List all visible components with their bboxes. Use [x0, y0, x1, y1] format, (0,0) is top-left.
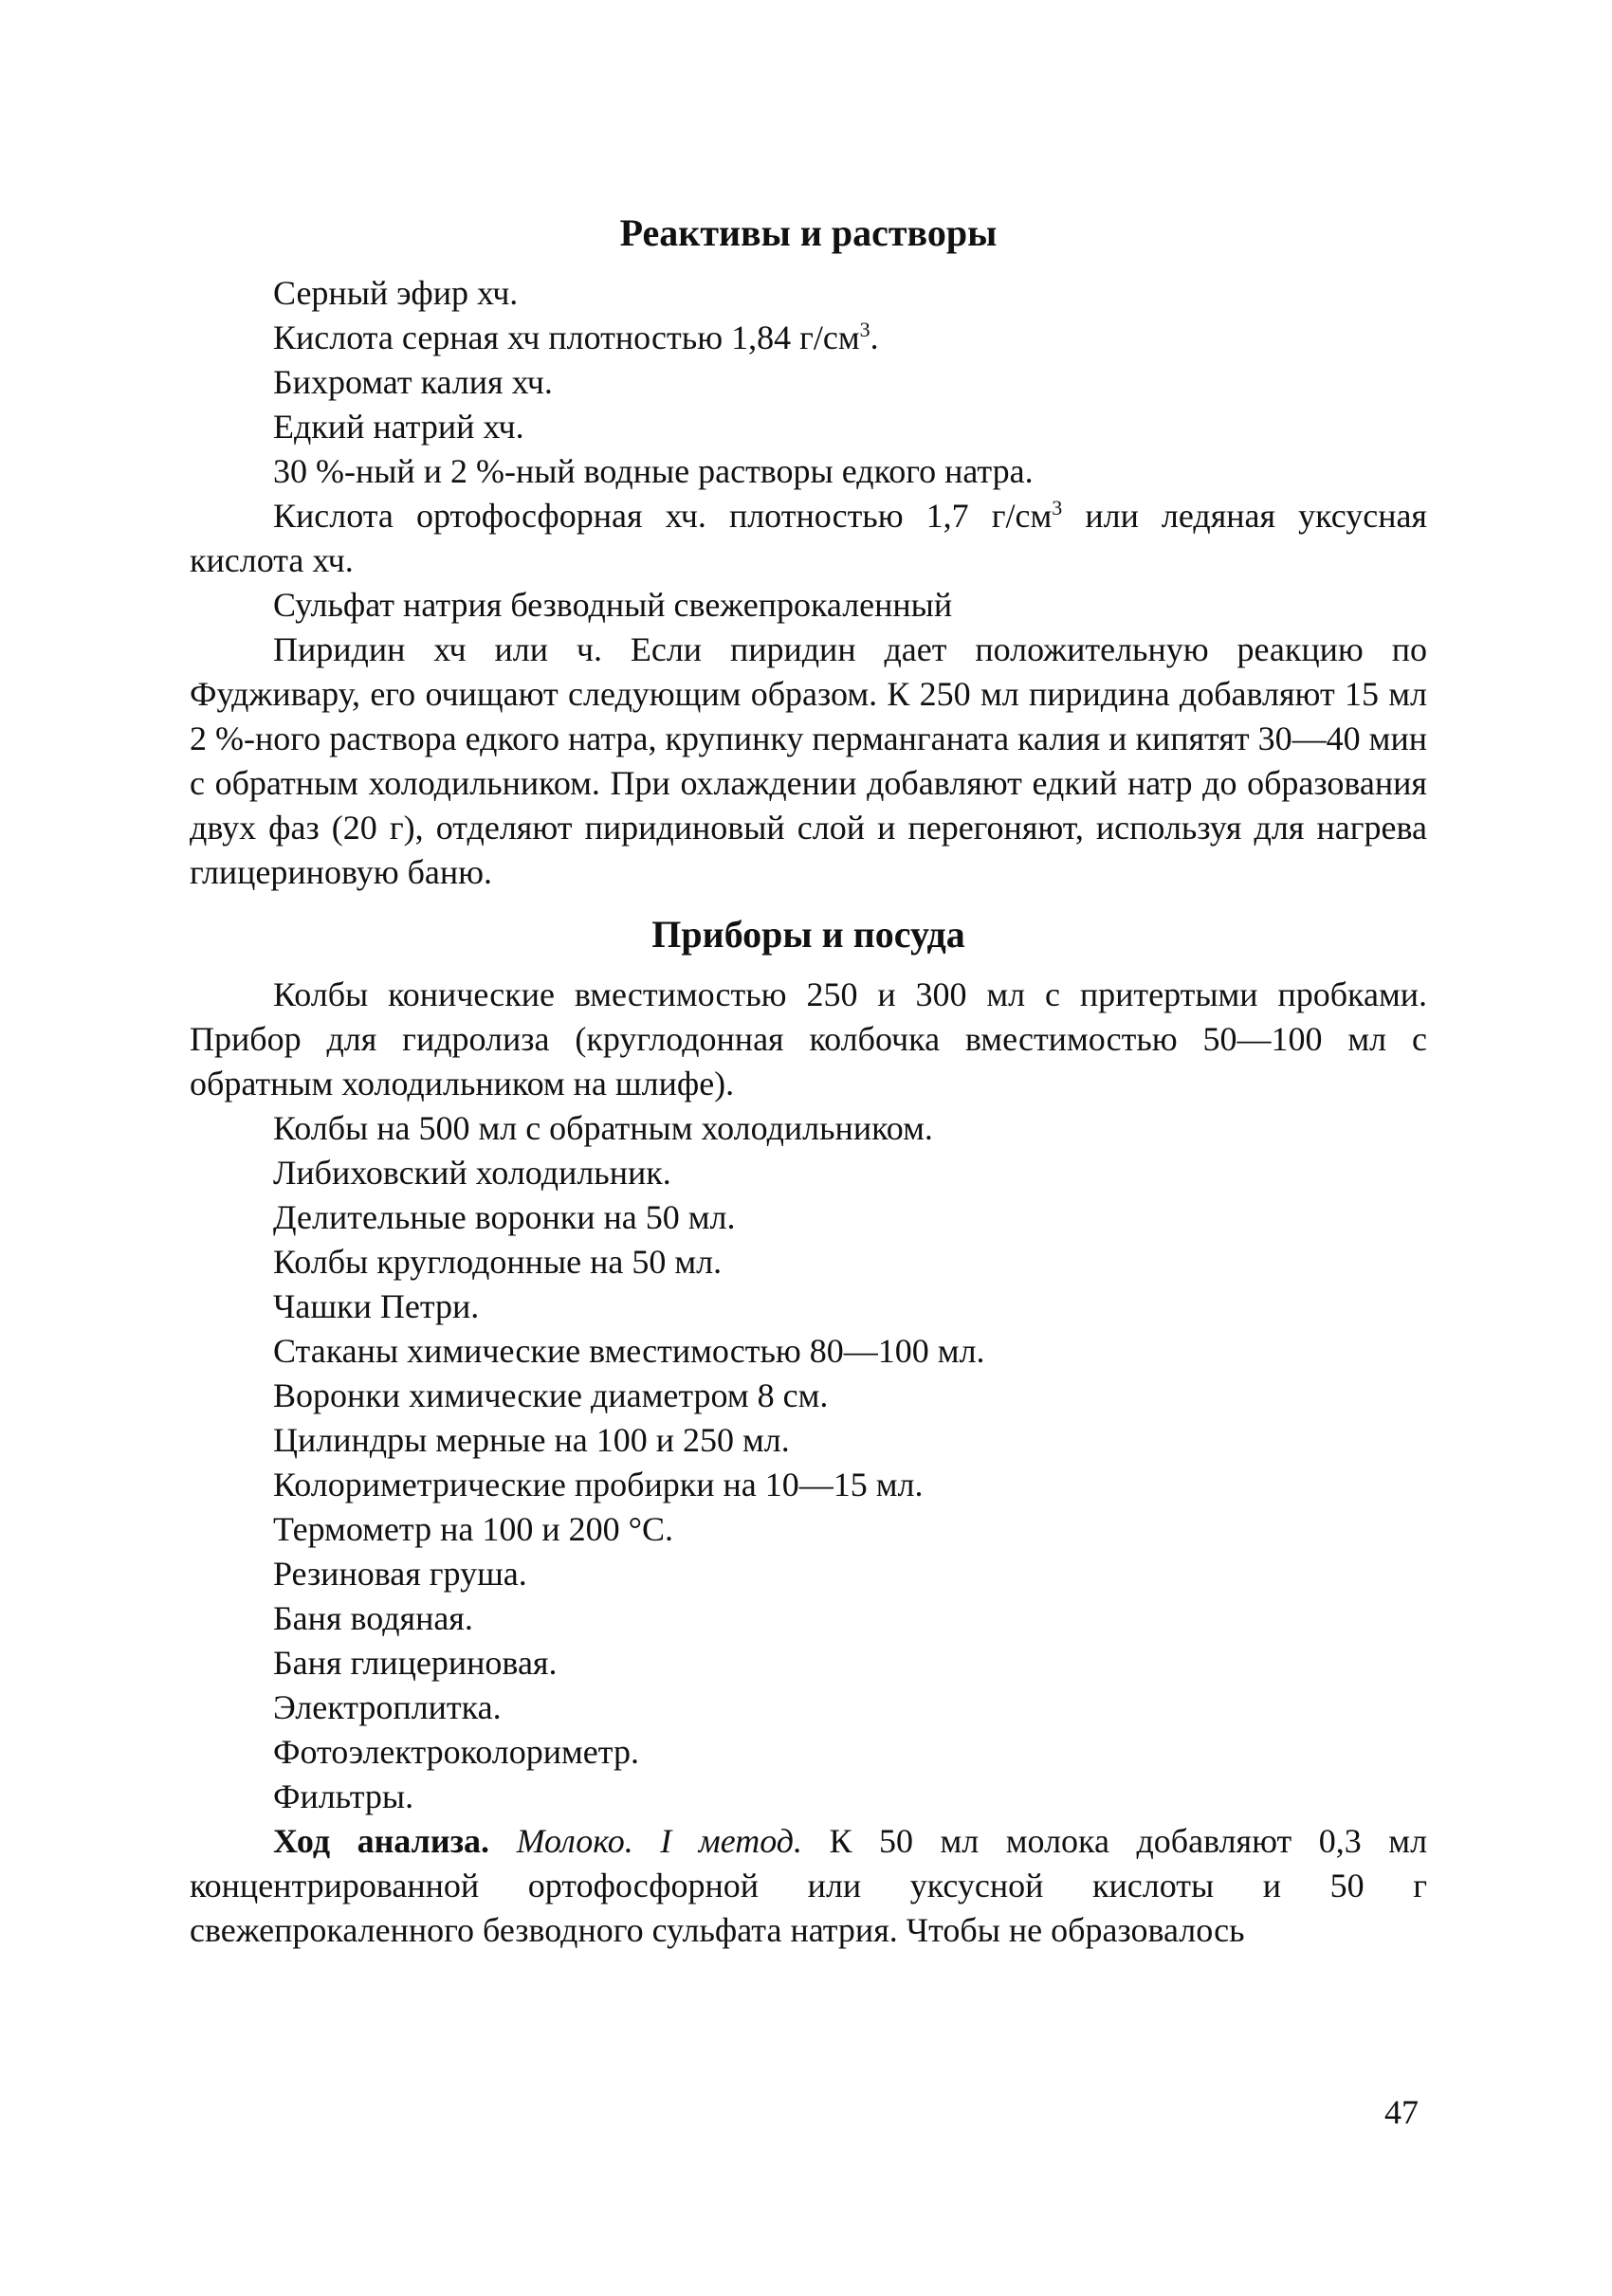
- reagent-text: Кислота серная хч плотностью 1,84 г/см: [273, 319, 860, 356]
- equipment-item: Цилиндры мерные на 100 и 250 мл.: [273, 1421, 790, 1459]
- superscript: 3: [859, 318, 870, 341]
- reagent-item-pyridine: Пиридин хч или ч. Если пиридин дает положительную реакцию по Фудживару, его очищают следующим образом. К 250 мл пиридина добавляют 15 мл 2 %-ного раствора едкого натра, крупинку перманганата калия и кипятят 30—40 мин с обратным холодильником. При охлаждении добавляют едкий натр до образования двух фаз (20 г), отделяют пиридиновый слой и перегоняют, используя для нагрева глицериновую баню.: [190, 630, 1427, 891]
- equipment-item: Термометр на 100 и 200 °С.: [273, 1510, 673, 1548]
- superscript: 3: [1052, 496, 1063, 519]
- analysis-label: Ход анализа.: [273, 1822, 490, 1860]
- equipment-item: Делительные воронки на 50 мл.: [273, 1198, 736, 1236]
- equipment-item: Колбы конические вместимостью 250 и 300 мл с притертыми пробками. Прибор для гидролиза (круглодонная колбочка вместимостью 50—100 мл с обратным холодильником на шлифе).: [190, 975, 1427, 1102]
- reagent-text: Кислота ортофосфорная хч. плотностью 1,7 г/см: [273, 497, 1053, 535]
- equipment-item: Резиновая груша.: [273, 1555, 527, 1593]
- reagent-item: Бихромат калия хч.: [273, 363, 553, 401]
- equipment-item: Баня глицериновая.: [273, 1644, 558, 1682]
- equipment-item: Электроплитка.: [273, 1688, 502, 1726]
- equipment-item: Стаканы химические вместимостью 80—100 мл.: [273, 1332, 985, 1370]
- equipment-item: Воронки химические диаметром 8 см.: [273, 1376, 829, 1414]
- page-number: 47: [1384, 2093, 1419, 2131]
- equipment-item: Колориметрические пробирки на 10—15 мл.: [273, 1466, 924, 1503]
- equipment-item: Фильтры.: [273, 1777, 414, 1815]
- analysis-method: Молоко. I метод.: [516, 1822, 802, 1860]
- equipment-item: Баня водяная.: [273, 1599, 473, 1637]
- section-heading-equipment: Приборы и посуда: [651, 913, 965, 956]
- equipment-item: Колбы круглодонные на 50 мл.: [273, 1243, 723, 1281]
- equipment-item: Чашки Петри.: [273, 1287, 480, 1325]
- equipment-item: Либиховский холодильник.: [273, 1154, 671, 1192]
- reagent-item: Сульфат натрия безводный свежепрокаленный: [273, 586, 953, 624]
- reagent-item: Серный эфир хч.: [273, 274, 519, 312]
- reagent-item: 30 %-ный и 2 %-ный водные растворы едкого натра.: [273, 452, 1034, 490]
- analysis-text: К 50 мл молока добавляют 0,3 мл концентрированной ортофосфорной или уксусной кислоты и 50 г свежепрокаленного безводного сульфата натрия. Чтобы не образовалось: [190, 1822, 1428, 1949]
- equipment-item: Фотоэлектроколориметр.: [273, 1733, 639, 1771]
- analysis-paragraph: [190, 1819, 1427, 1953]
- reagent-text: .: [870, 319, 879, 356]
- equipment-item: Колбы на 500 мл с обратным холодильником.: [273, 1109, 933, 1147]
- reagent-item-sulfuric-acid: [190, 316, 1427, 360]
- document-page: [190, 210, 1427, 1953]
- section-heading-reagents: Реактивы и растворы: [619, 211, 998, 254]
- reagent-item: Едкий натрий хч.: [273, 408, 524, 446]
- reagent-text: или ледяная уксусная кислота хч.: [190, 497, 1427, 579]
- reagent-item-phosphoric-acid: [190, 494, 1427, 583]
